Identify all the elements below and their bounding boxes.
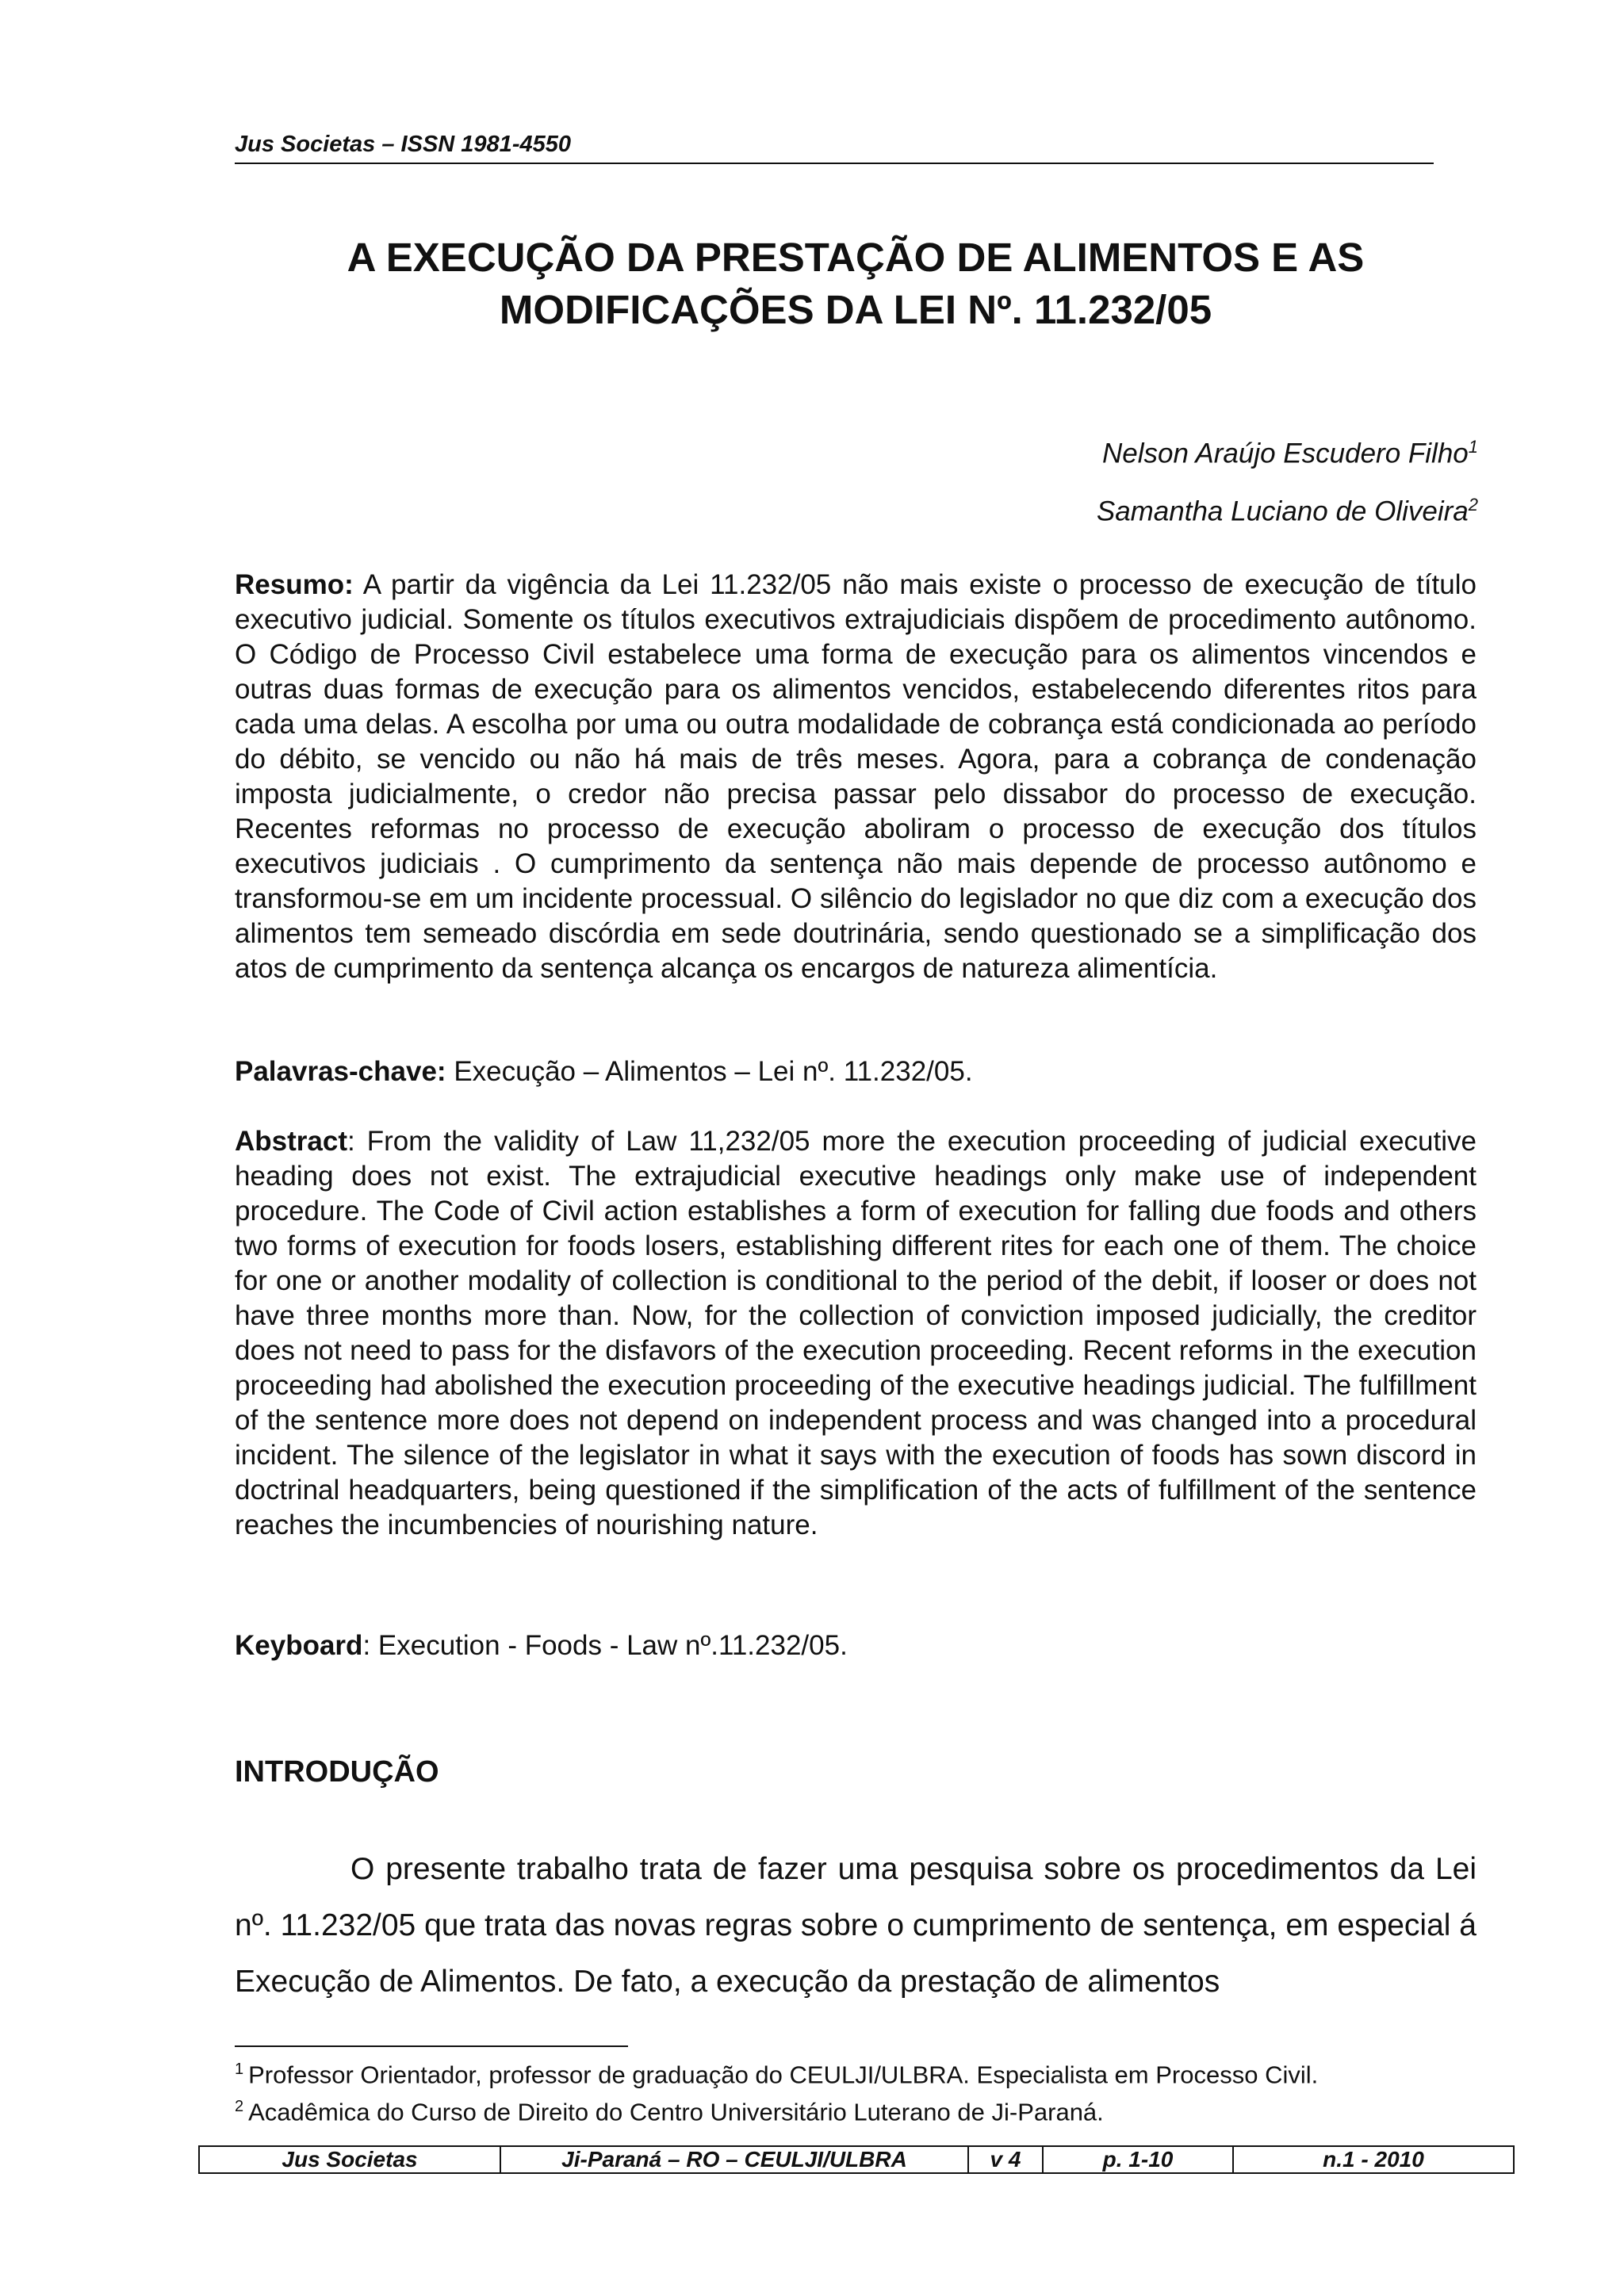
footer-pages: p. 1-10 <box>1043 2146 1233 2173</box>
palavras-chave-label: Palavras-chave: <box>235 1056 446 1087</box>
footer-number-year: n.1 - 2010 <box>1233 2146 1514 2173</box>
keywords-label: Keyboard <box>235 1630 363 1661</box>
abstract-text: : From the validity of Law 11,232/05 more the execution proceeding of judicial executive heading does not exist. The extrajudicial executive headings only make use of independent procedure. The Code of Civil action establishes a form of execution for falling due foods and others two forms of execution for foods losers, establishing different rites for each one of them. The choice for one or another modality of collection is conditional to the period of the debit, if looser or does not have three months more than. Now, for the collection of conviction imposed judicially, the creditor does not need to pass for the disfavors of the execution proceeding. Recent reforms in the execution proceeding had abolished the execution proceeding of the executive headings judicial. The fulfillment of the sentence more does not depend on independent process and was changed into a procedural incident. The silence of the legislator in what it says with the execution of foods has sown discord in doctrinal headquarters, being questioned if the simplification of the acts of fulfillment of the sentence reaches the incumbencies of nourishing nature. <box>235 1126 1477 1540</box>
footnote-2-mark: 2 <box>235 2098 244 2116</box>
section-heading-introducao: INTRODUÇÃO <box>235 1755 439 1789</box>
footer-place: Ji-Paraná – RO – CEULJI/ULBRA <box>500 2146 968 2173</box>
title-line-1: A EXECUÇÃO DA PRESTAÇÃO DE ALIMENTOS E AS <box>347 235 1365 280</box>
author-2-footnote-mark: 2 <box>1468 494 1478 515</box>
footnote-2: $^2$ Acadêmica do Curso de Direito do Centro Universitário Luterano de Ji-Paraná. <box>235 2098 1104 2126</box>
keywords-paragraph <box>235 1628 1477 1663</box>
footer-volume: v 4 <box>968 2146 1043 2173</box>
abstract-label: Abstract <box>235 1126 347 1157</box>
resumo-text: A partir da vigência da Lei 11.232/05 não mais existe o processo de execução de título executivo judicial. Somente os títulos executivos extrajudiciais dispõem de procedimento autônomo. O Código de Processo Civil estabelece uma forma de execução para os alimentos vincendos e outras duas formas de execução para os alimentos vencidos, estabelecendo diferentes ritos para cada uma delas. A escolha por uma ou outra modalidade de cobrança está condicionada ao período do débito, se vencido ou não há mais de três meses. Agora, para a cobrança de condenação imposta judicialmente, o credor não precisa passar pelo dissabor do processo de execução. Recentes reformas no processo de execução aboliram o processo de execução dos títulos executivos judiciais . O cumprimento da sentença não mais depende de processo autônomo e transformou-se em um incidente processual. O silêncio do legislador no que diz com a execução dos alimentos tem semeado discórdia em sede doutrinária, sendo questionado se a simplificação dos atos de cumprimento da sentença alcança os encargos de natureza alimentícia. <box>235 569 1477 984</box>
keywords-text: : Execution - Foods - Law nº.11.232/05. <box>362 1630 848 1661</box>
resumo-paragraph <box>235 568 1477 986</box>
palavras-chave-paragraph <box>235 1054 1477 1089</box>
footer-row <box>199 2146 1514 2173</box>
palavras-chave-text: Execução – Alimentos – Lei nº. 11.232/05. <box>454 1056 973 1087</box>
footnote-1-mark: 1 <box>235 2061 244 2078</box>
paper-title <box>235 232 1477 336</box>
title-line-2: MODIFICAÇÕES DA LEI Nº. 11.232/05 <box>499 287 1212 332</box>
footnote-1: $^1$ Professor Orientador, professor de graduação do CEULJI/ULBRA. Especialista em Processo Civil. <box>235 2061 1319 2089</box>
page-footer-table <box>198 2145 1515 2174</box>
author-1-footnote-mark: 1 <box>1468 437 1478 457</box>
footnote-divider <box>235 2045 628 2047</box>
author-list <box>764 422 1478 537</box>
footer-journal: Jus Societas <box>199 2146 500 2173</box>
author-2: Samantha Luciano de Oliveira$^2$ <box>1096 494 1478 527</box>
abstract-paragraph <box>235 1124 1477 1543</box>
resumo-label: Resumo: <box>235 569 354 600</box>
author-1: Nelson Araújo Escudero Filho$^1$ <box>1102 437 1478 469</box>
footnotes <box>235 2053 1488 2129</box>
running-head: Jus Societas – ISSN 1981-4550 <box>235 132 1434 164</box>
introducao-paragraph: O presente trabalho trata de fazer uma pesquisa sobre os procedimentos da Lei nº. 11.232/05 que trata das novas regras sobre o cumprimento de sentença, em especial á Execução de Alimentos. De fato, a execução da prestação de alimentos <box>235 1852 1477 1999</box>
